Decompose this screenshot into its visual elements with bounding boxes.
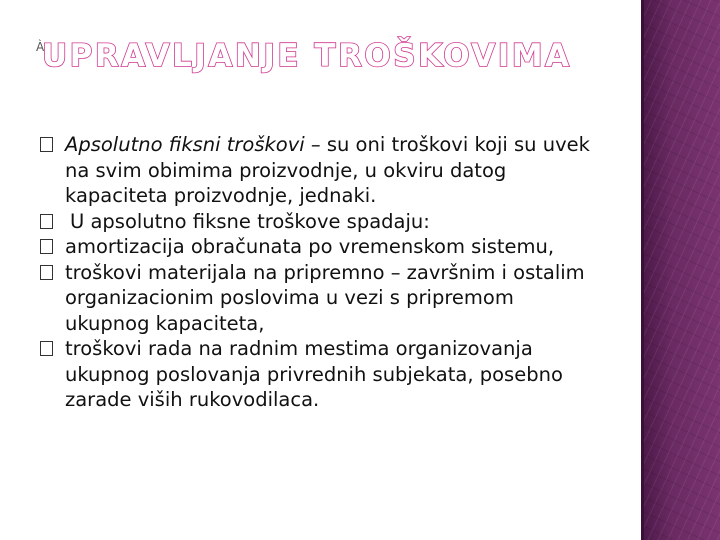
bullet-text: troškovi materijala na pripremno – završnim i ostalim organizacionim poslovima u vezi s pripremom ukupnog kapaciteta, [65, 260, 585, 335]
bullet-list [40, 132, 600, 413]
bullet-lead: Apsolutno fiksni troškovi [65, 133, 305, 156]
bullet-box-icon [40, 265, 53, 280]
list-item [40, 132, 600, 209]
decorative-side-band [641, 0, 720, 540]
list-item [40, 234, 600, 260]
list-item [40, 336, 600, 413]
bullet-text: troškovi rada na radnim mestima organizovanja ukupnog poslovanja privrednih subjekata, posebno zarade viših rukovodilaca. [65, 337, 563, 411]
bullet-box-icon [40, 214, 53, 229]
bullet-text: amortizacija obračunata po vremenskom sistemu, [65, 235, 555, 258]
bullet-text: – su oni troškovi koji su uvek na svim obimima proizvodnje, u okviru datog kapaciteta proizvodnje, jednaki. [65, 133, 590, 207]
bullet-box-icon [40, 341, 53, 356]
list-item [40, 260, 600, 337]
list-item [40, 209, 600, 235]
title-marker: À [36, 40, 45, 54]
slide-title: UPRAVLJANJE TROŠKOVIMA [42, 38, 572, 74]
bullet-box-icon [40, 137, 53, 152]
bullet-text: U apsolutno fiksne troškove spadaju: [70, 209, 430, 233]
bullet-box-icon [40, 239, 53, 254]
